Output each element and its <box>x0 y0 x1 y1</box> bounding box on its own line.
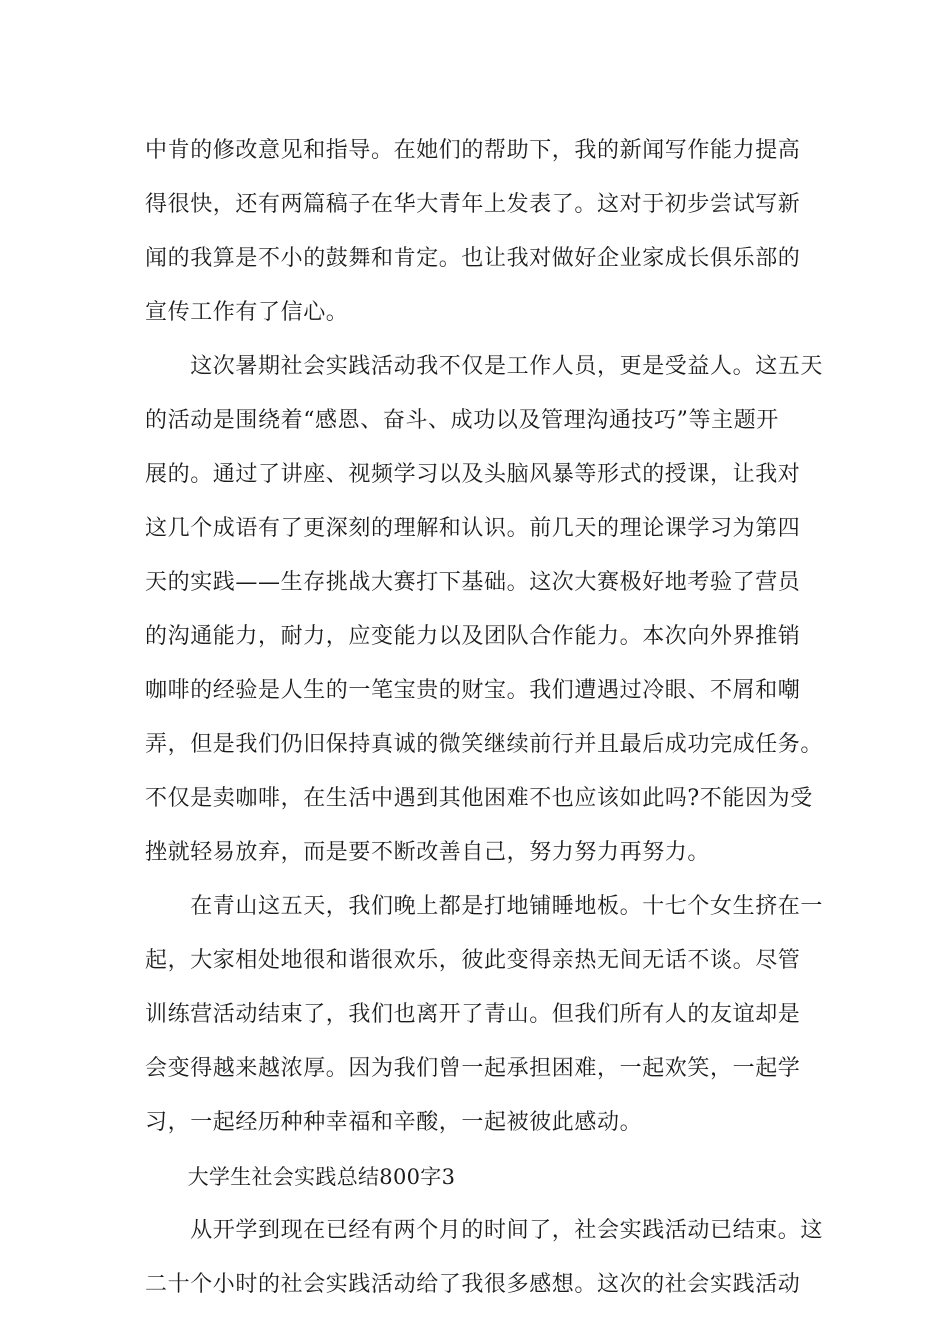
text-line: 弄，但是我们仍旧保持真诚的微笑继续前行并且最后成功完成任务。 <box>145 732 824 757</box>
text-line: 在青山这五天，我们晚上都是打地铺睡地板。十七个女生挤在一 <box>145 894 824 919</box>
text-line: 的沟通能力，耐力，应变能力以及团队合作能力。本次向外界推销 <box>145 624 801 649</box>
text-line: 起，大家相处地很和谐很欢乐，彼此变得亲热无间无话不谈。尽管 <box>145 948 801 973</box>
text-line: 会变得越来越浓厚。因为我们曾一起承担困难，一起欢笑，一起学 <box>145 1056 801 1081</box>
text-line: 挫就轻易放弃，而是要不断改善自己，努力努力再努力。 <box>145 840 711 865</box>
text-line: 宣传工作有了信心。 <box>145 300 349 325</box>
text-line: 的活动是围绕着“感恩、奋斗、成功以及管理沟通技巧”等主题开 <box>145 408 779 433</box>
text-line: 展的。通过了讲座、视频学习以及头脑风暴等形式的授课，让我对 <box>145 462 801 487</box>
text-line: 不仅是卖咖啡，在生活中遇到其他困难不也应该如此吗?不能因为受 <box>145 786 813 811</box>
text-line: 闻的我算是不小的鼓舞和肯定。也让我对做好企业家成长俱乐部的 <box>145 246 801 271</box>
text-line: 咖啡的经验是人生的一笔宝贵的财宝。我们遭遇过冷眼、不屑和嘲 <box>145 678 801 703</box>
text-line: 习，一起经历种种幸福和辛酸，一起被彼此感动。 <box>145 1110 643 1135</box>
text-line: 得很快，还有两篇稿子在华大青年上发表了。这对于初步尝试写新 <box>145 192 801 217</box>
section-heading: 大学生社会实践总结800字3 <box>145 1165 456 1189</box>
text-line: 这次暑期社会实践活动我不仅是工作人员，更是受益人。这五天 <box>145 354 824 379</box>
text-line: 天的实践——生存挑战大赛打下基础。这次大赛极好地考验了营员 <box>145 570 801 595</box>
text-line: 从开学到现在已经有两个月的时间了，社会实践活动已结束。这 <box>145 1218 824 1243</box>
text-line: 训练营活动结束了，我们也离开了青山。但我们所有人的友谊却是 <box>145 1002 801 1027</box>
text-line: 二十个小时的社会实践活动给了我很多感想。这次的社会实践活动 <box>145 1272 801 1297</box>
text-line: 这几个成语有了更深刻的理解和认识。前几天的理论课学习为第四 <box>145 516 801 541</box>
text-line: 中肯的修改意见和指导。在她们的帮助下，我的新闻写作能力提高 <box>145 138 801 163</box>
